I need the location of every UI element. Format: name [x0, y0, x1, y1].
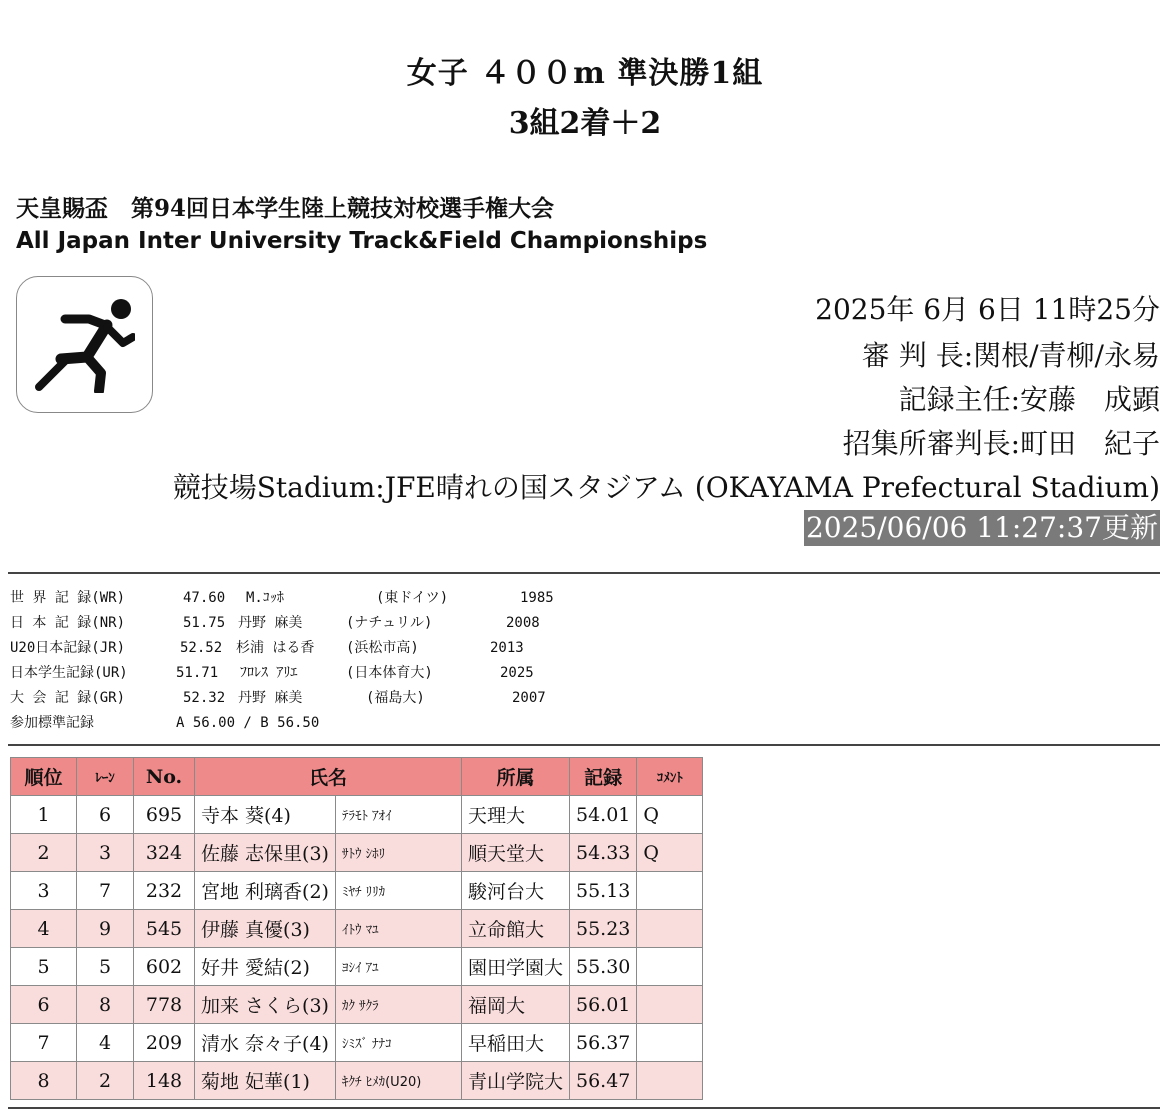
record-time: 51.71 — [176, 665, 219, 681]
cell-record: 56.37 — [569, 1024, 636, 1062]
record-holder: M.ｺｯﾎ — [246, 590, 284, 606]
cell-team: 立命館大 — [461, 910, 569, 948]
cell-record: 55.13 — [569, 872, 636, 910]
record-label: 日 本 記 録(NR) — [10, 615, 126, 631]
record-holder: 丹野 麻美 — [238, 615, 303, 631]
cell-no: 602 — [134, 948, 195, 986]
record-holder: ﾌﾛﾚｽ ｱﾘｴ — [240, 665, 298, 681]
table-row — [11, 948, 703, 986]
record-label: 世 界 記 録(WR) — [10, 590, 126, 606]
table-row — [11, 796, 703, 834]
cell-no: 778 — [134, 986, 195, 1024]
sprinter-icon — [35, 297, 135, 393]
col-no: No. — [134, 758, 195, 796]
divider — [8, 744, 1160, 746]
cell-team: 駿河台大 — [461, 872, 569, 910]
cell-name: 伊藤 真優(3) — [195, 910, 336, 948]
col-rank: 順位 — [11, 758, 77, 796]
cell-kana: ｲﾄｳ ﾏﾕ — [335, 910, 461, 948]
cell-rank: 5 — [11, 948, 77, 986]
results-table — [10, 757, 703, 1100]
cell-record: 54.01 — [569, 796, 636, 834]
record-holder: 丹野 麻美 — [238, 690, 303, 706]
record-team: (東ドイツ) — [376, 590, 449, 606]
table-row — [11, 910, 703, 948]
cell-name: 寺本 葵(4) — [195, 796, 336, 834]
divider — [8, 1107, 1160, 1109]
cell-kana: ﾖｼｲ ｱﾕ — [335, 948, 461, 986]
cell-lane: 5 — [77, 948, 134, 986]
cell-comment — [637, 986, 703, 1024]
col-lane: ﾚｰﾝ — [77, 758, 134, 796]
record-year: 2025 — [500, 665, 534, 681]
cell-team: 青山学院大 — [461, 1062, 569, 1100]
cell-name: 佐藤 志保里(3) — [195, 834, 336, 872]
updated-timestamp: 2025/06/06 11:27:37更新 — [805, 511, 1158, 544]
col-record: 記録 — [569, 758, 636, 796]
cell-comment: Q — [637, 796, 703, 834]
cell-no: 148 — [134, 1062, 195, 1100]
cell-record: 55.30 — [569, 948, 636, 986]
cell-no: 695 — [134, 796, 195, 834]
cell-rank: 6 — [11, 986, 77, 1024]
record-holder: 杉浦 はる香 — [236, 640, 315, 656]
cell-team: 福岡大 — [461, 986, 569, 1024]
table-header-row — [11, 758, 703, 796]
table-row — [11, 834, 703, 872]
cell-no: 545 — [134, 910, 195, 948]
cell-comment — [637, 910, 703, 948]
cell-name: 好井 愛結(2) — [195, 948, 336, 986]
record-team: (ナチュリル) — [346, 615, 433, 631]
table-row — [11, 1062, 703, 1100]
record-team: (浜松市高) — [346, 640, 419, 656]
record-time: 52.32 — [183, 690, 226, 706]
cell-comment — [637, 872, 703, 910]
stadium-name: 競技場Stadium:JFE晴れの国スタジアム (OKAYAMA Prefectural Stadium) — [172, 471, 1160, 504]
cell-kana: ｷｸﾁ ﾋﾒｶ(U20) — [335, 1062, 461, 1100]
cell-kana: ｻﾄｳ ｼﾎﾘ — [335, 834, 461, 872]
cell-name: 加来 さくら(3) — [195, 986, 336, 1024]
chief-recorder: 記録主任:安藤 成顕 — [898, 383, 1160, 416]
record-team: (日本体育大) — [346, 665, 433, 681]
cell-rank: 4 — [11, 910, 77, 948]
cell-kana: ｶｸ ｻｸﾗ — [335, 986, 461, 1024]
cell-team: 早稲田大 — [461, 1024, 569, 1062]
referee-names: 審 判 長:関根/青柳/永易 — [861, 339, 1160, 372]
record-time: 47.60 — [183, 590, 226, 606]
cell-name: 菊地 妃華(1) — [195, 1062, 336, 1100]
sprint-logo — [16, 276, 153, 413]
col-comment: ｺﾒﾝﾄ — [637, 758, 703, 796]
cell-name: 清水 奈々子(4) — [195, 1024, 336, 1062]
cell-lane: 2 — [77, 1062, 134, 1100]
cell-kana: ﾐﾔﾁ ﾘﾘｶ — [335, 872, 461, 910]
table-row — [11, 1024, 703, 1062]
record-label: 大 会 記 録(GR) — [10, 690, 126, 706]
col-team: 所属 — [461, 758, 569, 796]
cell-no: 324 — [134, 834, 195, 872]
record-time: 51.75 — [183, 615, 226, 631]
standard-label: 参加標準記録 — [10, 715, 94, 731]
cell-comment: Q — [637, 834, 703, 872]
cell-lane: 6 — [77, 796, 134, 834]
record-year: 1985 — [520, 590, 554, 606]
record-year: 2013 — [490, 640, 524, 656]
standard-value: A 56.00 / B 56.50 — [176, 715, 320, 731]
record-label: 日本学生記録(UR) — [10, 665, 128, 681]
cell-comment — [637, 948, 703, 986]
col-name: 氏名 — [195, 758, 462, 796]
page-title: 女子 ４００m 準決勝1組 — [406, 56, 764, 91]
call-room-referee: 招集所審判長:町田 紀子 — [842, 427, 1160, 460]
table-row — [11, 872, 703, 910]
record-year: 2008 — [506, 615, 540, 631]
cell-lane: 9 — [77, 910, 134, 948]
cell-lane: 3 — [77, 834, 134, 872]
cell-record: 55.23 — [569, 910, 636, 948]
record-year: 2007 — [512, 690, 546, 706]
cell-comment — [637, 1024, 703, 1062]
cell-no: 209 — [134, 1024, 195, 1062]
cell-record: 54.33 — [569, 834, 636, 872]
cell-lane: 8 — [77, 986, 134, 1024]
cell-record: 56.47 — [569, 1062, 636, 1100]
cell-kana: ｼﾐｽﾞ ﾅﾅｺ — [335, 1024, 461, 1062]
cell-lane: 7 — [77, 872, 134, 910]
cell-rank: 3 — [11, 872, 77, 910]
cell-team: 天理大 — [461, 796, 569, 834]
record-label: U20日本記録(JR) — [10, 640, 126, 656]
event-name-en: All Japan Inter University Track&Field Championships — [16, 228, 708, 254]
record-time: 52.52 — [180, 640, 223, 656]
cell-lane: 4 — [77, 1024, 134, 1062]
cell-no: 232 — [134, 872, 195, 910]
table-row — [11, 986, 703, 1024]
record-team: (福島大) — [366, 690, 425, 706]
cell-team: 順天堂大 — [461, 834, 569, 872]
divider — [8, 572, 1160, 574]
race-datetime: 2025年 6月 6日 11時25分 — [815, 293, 1160, 326]
cell-name: 宮地 利璃香(2) — [195, 872, 336, 910]
cell-kana: ﾃﾗﾓﾄ ｱｵｲ — [335, 796, 461, 834]
cell-record: 56.01 — [569, 986, 636, 1024]
cell-team: 園田学園大 — [461, 948, 569, 986]
cell-rank: 7 — [11, 1024, 77, 1062]
cell-rank: 1 — [11, 796, 77, 834]
qualification-rule: 3組2着＋2 — [508, 106, 662, 141]
cell-rank: 8 — [11, 1062, 77, 1100]
event-name-jp: 天皇賜盃 第94回日本学生陸上競技対校選手権大会 — [16, 195, 555, 222]
cell-comment — [637, 1062, 703, 1100]
cell-rank: 2 — [11, 834, 77, 872]
